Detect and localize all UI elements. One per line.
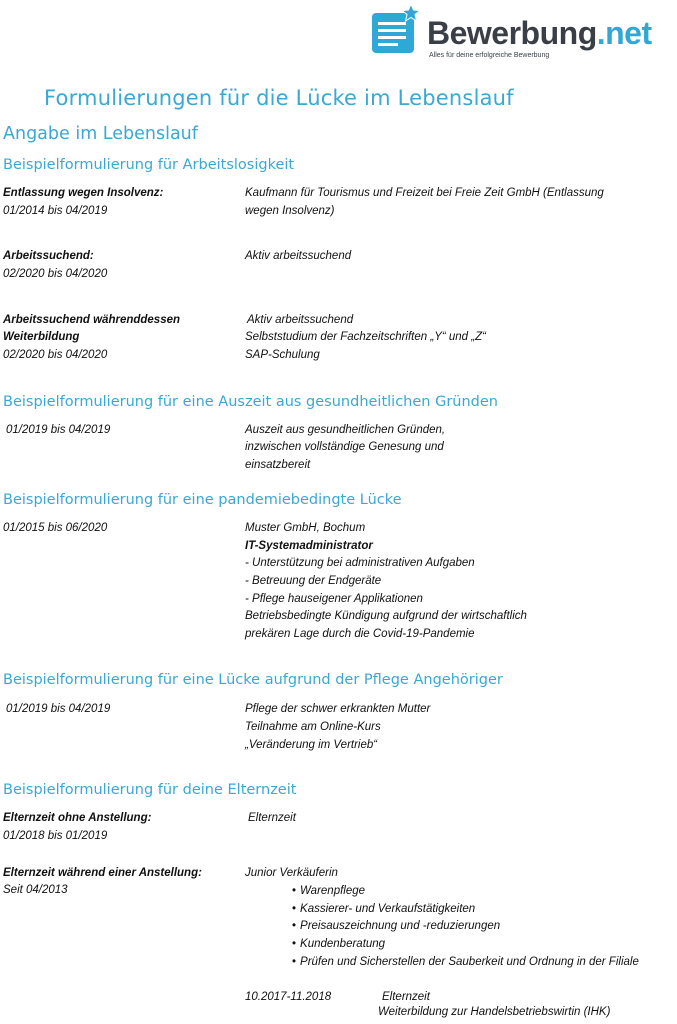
entry-text: „Veränderung im Vertrieb“	[245, 739, 378, 751]
entry-label: Arbeitssuchend währenddessen	[3, 314, 181, 326]
entry-text: Pflege der schwer erkrankten Mutter	[245, 703, 431, 715]
entry-text: SAP-Schulung	[245, 349, 320, 361]
entry-text: Elternzeit	[382, 991, 430, 1003]
entry-label: Elternzeit während einer Anstellung:	[3, 867, 202, 879]
entry-text: Aktiv arbeitssuchend	[247, 314, 354, 326]
logo-brand: Bewerbung	[427, 15, 597, 51]
entry-date: 01/2019 bis 04/2019	[6, 703, 111, 715]
logo-tagline: Alles für deine erfolgreiche Bewerbung	[429, 52, 550, 59]
bullet-dot: •	[292, 956, 297, 968]
entry-date: Seit 04/2013	[3, 884, 68, 896]
entry-text: Weiterbildung zur Handelsbetriebswirtin (IHK)	[378, 1006, 611, 1018]
bullet-item: • Kassierer- und Verkaufstätigkeiten	[292, 903, 476, 915]
entry-text: Kaufmann für Tourismus und Freizeit bei Freie Zeit GmbH (Entlassung	[245, 187, 604, 199]
entry-date: 01/2018 bis 01/2019	[3, 830, 108, 842]
logo-tld: .net	[596, 15, 652, 51]
entry-text: Auszeit aus gesundheitlichen Gründen,	[245, 424, 446, 436]
bullet-dot: •	[292, 903, 297, 915]
entry-text: Betriebsbedingte Kündigung aufgrund der wirtschaftlich	[245, 610, 527, 622]
logo-icon	[371, 4, 423, 56]
entry-role: IT-Systemadministrator	[245, 540, 373, 552]
entry-text: Elternzeit	[248, 812, 296, 824]
entry-text: inzwischen vollständige Genesung und	[245, 441, 444, 453]
logo-wordmark	[427, 16, 652, 50]
entry-label: Entlassung wegen Insolvenz:	[3, 187, 164, 199]
entry-date: 10.2017-11.2018	[245, 991, 332, 1003]
bullet-dot: •	[292, 938, 297, 950]
section-heading-unemployment: Beispielformulierung für Arbeitslosigkeit	[3, 157, 295, 173]
entry-text: - Unterstützung bei administrativen Aufgaben	[245, 557, 475, 569]
bullet-dot: •	[292, 920, 297, 932]
entry-text: einsatzbereit	[245, 459, 311, 471]
section-heading-parental-leave: Beispielformulierung für deine Elternzeit	[3, 782, 297, 798]
entry-label: Arbeitssuchend:	[3, 250, 94, 262]
page-title: Formulierungen für die Lücke im Lebenslauf	[44, 86, 514, 110]
entry-date: 02/2020 bis 04/2020	[3, 349, 108, 361]
entry-date: 01/2015 bis 06/2020	[3, 522, 108, 534]
entry-text: - Pflege hauseigener Applikationen	[245, 593, 423, 605]
entry-label: Weiterbildung	[3, 331, 80, 343]
entry-date: 01/2014 bis 04/2019	[3, 205, 108, 217]
bullet-item: • Warenpflege	[292, 885, 366, 897]
entry-date: 02/2020 bis 04/2020	[3, 268, 108, 280]
bullet-item: • Kundenberatung	[292, 938, 386, 950]
entry-date: 01/2019 bis 04/2019	[6, 424, 111, 436]
bullet-item: • Preisauszeichnung und -reduzierungen	[292, 920, 501, 932]
entry-text: - Betreuung der Endgeräte	[245, 575, 382, 587]
entry-text: Selbststudium der Fachzeitschriften „Y“ und „Z“	[245, 331, 486, 343]
entry-text: Aktiv arbeitssuchend	[245, 250, 352, 262]
entry-role: Junior Verkäuferin	[245, 867, 338, 879]
entry-text: prekären Lage durch die Covid-19-Pandemie	[245, 628, 475, 640]
section-heading-health: Beispielformulierung für eine Auszeit aus gesundheitlichen Gründen	[3, 394, 498, 410]
page-subtitle: Angabe im Lebenslauf	[3, 124, 198, 144]
entry-label: Elternzeit ohne Anstellung:	[3, 812, 152, 824]
entry-text: wegen Insolvenz)	[245, 205, 335, 217]
entry-text: Muster GmbH, Bochum	[245, 522, 366, 534]
section-heading-care: Beispielformulierung für eine Lücke aufgrund der Pflege Angehöriger	[3, 672, 503, 688]
bullet-item: • Prüfen und Sicherstellen der Sauberkeit und Ordnung in der Filiale	[292, 956, 639, 968]
section-heading-pandemic: Beispielformulierung für eine pandemiebedingte Lücke	[3, 492, 402, 508]
bullet-dot: •	[292, 885, 297, 897]
entry-text: Teilnahme am Online-Kurs	[245, 721, 381, 733]
